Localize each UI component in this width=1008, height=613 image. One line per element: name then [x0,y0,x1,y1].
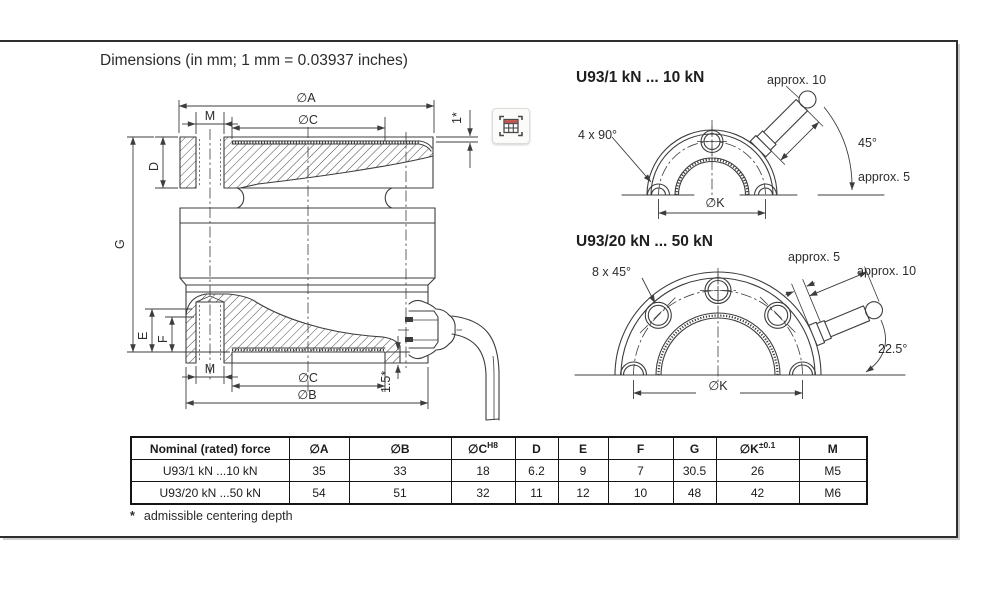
col-header-d: D [515,437,558,460]
dim-label-m-top: M [204,109,216,123]
label-angle-large: 22.5° [878,342,908,356]
cell-value: 6.2 [515,460,558,482]
dim-label-e: E [136,331,150,340]
label-angle-small: 45° [858,136,877,150]
dim-label-m-bottom: M [204,362,216,376]
top-view-small-drawing [578,73,910,219]
table-capture-button[interactable] [492,108,530,144]
col-header-m: M [799,437,867,460]
col-header-force: Nominal (rated) force [131,437,289,460]
label-holes-small: 4 x 90° [578,128,618,142]
cell-value: 51 [349,482,451,505]
label-approx-10-small: approx. 10 [767,73,827,87]
col-header-dia-a: ∅A [289,437,349,460]
footnote-text: admissible centering depth [143,509,293,523]
dim-label-f: F [156,335,170,343]
col-header-dia-b: ∅B [349,437,451,460]
dimension-table [130,436,868,505]
label-approx-5-small: approx. 5 [858,170,911,184]
dimension-table-wrap [130,436,868,505]
dim-label-depth-bottom: 1.5* [379,370,393,393]
dim-label-dia-c-bottom: ∅C [298,371,318,385]
dim-label-dia-c-top: ∅C [298,113,318,127]
dim-label-g: G [113,239,127,249]
heading-large-range: U93/20 kN ... 50 kN [576,233,713,250]
footnote-marker: * [130,509,135,523]
label-approx-5-large: approx. 5 [788,250,841,264]
table-row [131,482,867,505]
cell-value: 35 [289,460,349,482]
label-approx-10-large: approx. 10 [857,264,917,278]
section-view-drawing [113,91,499,420]
page-title: Dimensions (in mm; 1 mm = 0.03937 inches) [100,52,408,69]
cell-value: 10 [608,482,673,505]
cell-value: 48 [673,482,716,505]
dim-label-d: D [147,161,161,171]
dim-label-dia-a: ∅A [296,91,316,105]
cell-force: U93/1 kN ...10 kN [131,460,289,482]
cell-value: 7 [608,460,673,482]
col-header-dia-c: $\emptyset C^{H8}$ [451,437,515,460]
cell-value: 42 [716,482,799,505]
cell-value: M5 [799,460,867,482]
label-holes-large: 8 x 45° [592,265,632,279]
dim-label-dia-b: ∅B [297,388,317,402]
cell-value: 18 [451,460,515,482]
cell-value: 11 [515,482,558,505]
label-dia-k-small: ∅K [705,196,725,210]
col-header-f: F [608,437,673,460]
col-header-dia-k: $\emptyset K^{\pm 0.1}$ [716,437,799,460]
col-header-e: E [558,437,608,460]
label-dia-k-large: ∅K [708,379,728,393]
cell-value: 32 [451,482,515,505]
dim-label-depth-top: 1* [450,112,464,124]
cell-value: 30.5 [673,460,716,482]
cell-value: 33 [349,460,451,482]
cell-value: 12 [558,482,608,505]
footnote [130,509,293,523]
table-grid-icon [499,115,523,137]
top-view-large-drawing [575,250,916,399]
heading-small-range: U93/1 kN ... 10 kN [576,69,705,86]
cell-value: M6 [799,482,867,505]
cell-value: 26 [716,460,799,482]
table-header-row [131,437,867,460]
cell-force: U93/20 kN ...50 kN [131,482,289,505]
cell-value: 9 [558,460,608,482]
table-row [131,460,867,482]
col-header-g: G [673,437,716,460]
cell-value: 54 [289,482,349,505]
